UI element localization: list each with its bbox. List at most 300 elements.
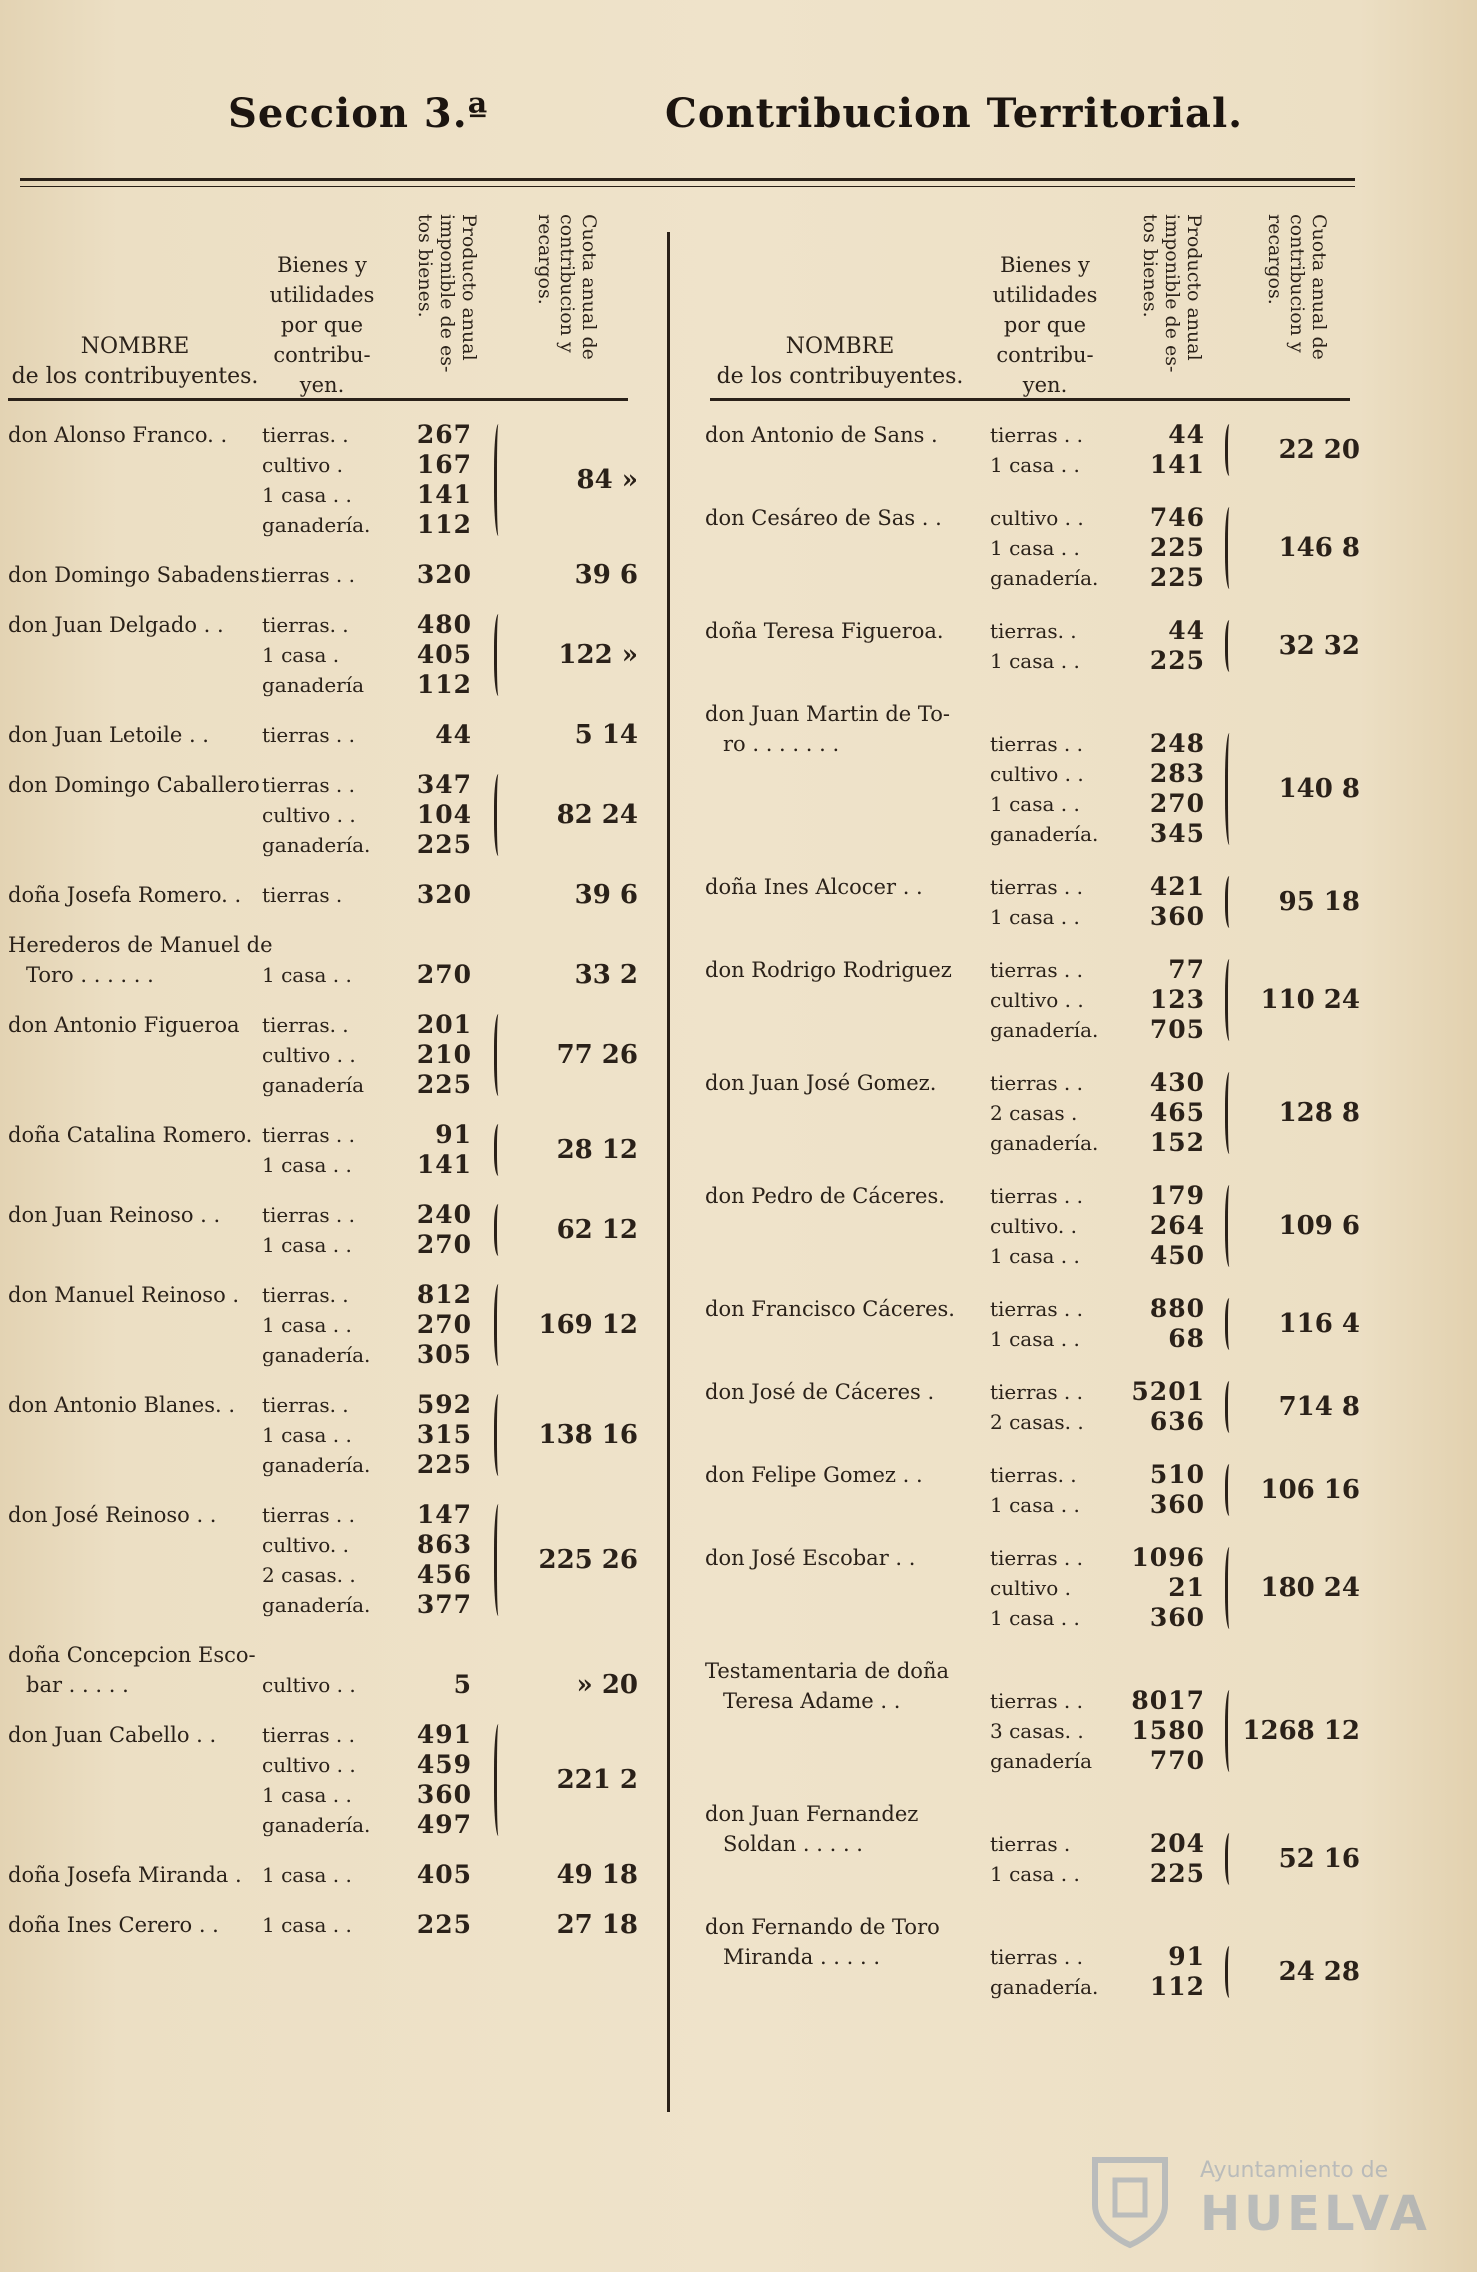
contributor-name-line: doña Concepcion Esco- bbox=[8, 1643, 256, 1667]
contributor-name bbox=[705, 1377, 934, 1407]
property-list bbox=[990, 1942, 1205, 2002]
contributor-name-line: don Rodrigo Rodriguez bbox=[705, 958, 952, 982]
property-value: 68 bbox=[1168, 1324, 1205, 1353]
property-type: 1 casa . . bbox=[262, 1913, 352, 1937]
property-row bbox=[262, 1450, 472, 1480]
annual-quota: 33 2 bbox=[574, 960, 638, 990]
property-row bbox=[262, 1200, 472, 1230]
property-value: 360 bbox=[1149, 902, 1205, 931]
property-row bbox=[262, 1780, 472, 1810]
property-type: ganadería. bbox=[262, 833, 371, 857]
contributor-name-line: doña Teresa Figueroa. bbox=[705, 619, 944, 643]
top-rule-thin bbox=[20, 186, 1355, 187]
brace-mark bbox=[494, 1124, 505, 1176]
property-list bbox=[262, 1860, 472, 1890]
contributor-name-line: don Juan Martin de To- bbox=[705, 702, 951, 726]
property-value: 320 bbox=[416, 560, 472, 589]
property-value: 283 bbox=[1149, 759, 1205, 788]
property-row bbox=[990, 616, 1205, 646]
library-stamp bbox=[1060, 2150, 1431, 2250]
property-list bbox=[262, 560, 472, 590]
property-type: tierras . bbox=[262, 883, 343, 907]
property-row bbox=[262, 1420, 472, 1450]
property-type: ganadería. bbox=[262, 513, 371, 537]
property-type: tierras . . bbox=[262, 1723, 356, 1747]
property-value: 147 bbox=[416, 1500, 472, 1529]
property-row bbox=[990, 1294, 1205, 1324]
annual-quota: 62 12 bbox=[556, 1215, 638, 1245]
property-type: tierras . . bbox=[262, 563, 356, 587]
property-value: 240 bbox=[416, 1200, 472, 1229]
property-row bbox=[990, 1716, 1205, 1746]
property-type: 1 casa . . bbox=[990, 1862, 1080, 1886]
property-list bbox=[990, 1294, 1205, 1354]
property-type: 1 casa . . bbox=[990, 1327, 1080, 1351]
property-type: 1 casa . . bbox=[990, 649, 1080, 673]
property-row bbox=[990, 1686, 1205, 1716]
property-list bbox=[990, 872, 1205, 932]
annual-quota: 95 18 bbox=[1278, 887, 1360, 917]
property-value: 201 bbox=[416, 1010, 472, 1039]
property-row bbox=[990, 1068, 1205, 1098]
contributor-name bbox=[705, 1068, 936, 1098]
property-type: 1 casa . . bbox=[990, 536, 1080, 560]
property-type: cultivo . bbox=[262, 453, 343, 477]
property-value: 746 bbox=[1149, 503, 1205, 532]
contributor-name-line: don José Reinoso . . bbox=[8, 1503, 217, 1527]
property-value: 123 bbox=[1149, 985, 1205, 1014]
header-bienes-line: utilidades bbox=[269, 283, 375, 307]
property-type: 1 casa . . bbox=[262, 1863, 352, 1887]
property-row bbox=[262, 640, 472, 670]
property-row bbox=[262, 770, 472, 800]
property-type: tierras . . bbox=[262, 723, 356, 747]
property-type: 1 casa . . bbox=[990, 1244, 1080, 1268]
header-bienes-line: utilidades bbox=[992, 283, 1098, 307]
header-bienes bbox=[262, 250, 382, 400]
property-row bbox=[990, 1490, 1205, 1520]
property-type: cultivo . . bbox=[262, 1043, 356, 1067]
contributor-name bbox=[705, 1460, 923, 1490]
property-list bbox=[990, 1543, 1205, 1633]
header-name-line1: NOMBRE bbox=[785, 334, 895, 359]
property-value: 91 bbox=[1168, 1942, 1205, 1971]
property-row bbox=[990, 1543, 1205, 1573]
property-value: 497 bbox=[416, 1810, 472, 1839]
contributor-name bbox=[8, 1860, 242, 1890]
property-value: 405 bbox=[416, 1860, 472, 1889]
contributor-name-line: don Francisco Cáceres. bbox=[705, 1297, 955, 1321]
property-row bbox=[990, 1211, 1205, 1241]
property-type: cultivo . bbox=[990, 1576, 1071, 1600]
property-row bbox=[990, 902, 1205, 932]
property-type: cultivo . . bbox=[990, 506, 1084, 530]
property-value: 360 bbox=[416, 1780, 472, 1809]
property-value: 264 bbox=[1149, 1211, 1205, 1240]
property-row bbox=[990, 1829, 1205, 1859]
property-row bbox=[990, 759, 1205, 789]
property-type: 1 casa . . bbox=[262, 963, 352, 987]
property-row bbox=[262, 1070, 472, 1100]
property-row bbox=[262, 1150, 472, 1180]
property-type: 1 casa . . bbox=[990, 792, 1080, 816]
property-type: tierras. . bbox=[262, 613, 349, 637]
stamp-line2: HUELVA bbox=[1200, 2186, 1431, 2242]
property-value: 21 bbox=[1168, 1573, 1205, 1602]
property-row bbox=[990, 1015, 1205, 1045]
property-row bbox=[262, 1670, 472, 1700]
annual-quota: 110 24 bbox=[1260, 985, 1360, 1015]
contributor-name bbox=[8, 1280, 239, 1310]
property-type: 1 casa . . bbox=[990, 1493, 1080, 1517]
property-value: 705 bbox=[1149, 1015, 1205, 1044]
contributor-name bbox=[705, 1294, 955, 1324]
contributor-name-line: don Juan Fernandez bbox=[705, 1802, 919, 1826]
contributor-name-line: doña Josefa Romero. . bbox=[8, 883, 242, 907]
annual-quota: 49 18 bbox=[556, 1860, 638, 1890]
property-list bbox=[262, 960, 472, 990]
property-type: tierras . . bbox=[990, 1297, 1084, 1321]
property-list bbox=[262, 1120, 472, 1180]
annual-quota: 28 12 bbox=[556, 1135, 638, 1165]
property-value: 1096 bbox=[1131, 1543, 1205, 1572]
contributor-name bbox=[705, 420, 938, 450]
property-row bbox=[262, 1010, 472, 1040]
property-row bbox=[990, 1460, 1205, 1490]
property-type: cultivo . . bbox=[262, 1673, 356, 1697]
column-separator bbox=[667, 232, 670, 2112]
contributor-name bbox=[8, 770, 260, 800]
property-type: ganadería bbox=[262, 1073, 365, 1097]
contributor-name-line: don Juan Reinoso . . bbox=[8, 1203, 221, 1227]
annual-quota: 32 32 bbox=[1278, 631, 1360, 661]
property-value: 1580 bbox=[1131, 1716, 1205, 1745]
brace-mark bbox=[494, 424, 505, 536]
annual-quota: 221 2 bbox=[556, 1765, 638, 1795]
property-row bbox=[990, 819, 1205, 849]
property-value: 320 bbox=[416, 880, 472, 909]
property-type: tierras. . bbox=[262, 423, 349, 447]
contributor-name bbox=[705, 1181, 945, 1211]
property-type: ganadería. bbox=[990, 1018, 1099, 1042]
property-row bbox=[262, 510, 472, 540]
stamp-line1: Ayuntamiento de bbox=[1200, 2158, 1389, 2183]
property-type: 1 casa . . bbox=[262, 1153, 352, 1177]
property-value: 77 bbox=[1168, 955, 1205, 984]
contributor-name-line: Soldan . . . . . bbox=[723, 1832, 863, 1856]
property-row bbox=[262, 1590, 472, 1620]
property-type: tierras . . bbox=[990, 1380, 1084, 1404]
property-type: 1 casa . . bbox=[262, 483, 352, 507]
property-type: ganadería. bbox=[262, 1343, 371, 1367]
property-type: tierras . . bbox=[262, 1203, 356, 1227]
property-value: 8017 bbox=[1131, 1686, 1205, 1715]
header-producto: Producto anual imponible de es-tos bienes. bbox=[1139, 214, 1205, 373]
contributor-name-line: don Manuel Reinoso . bbox=[8, 1283, 240, 1307]
property-list bbox=[262, 880, 472, 910]
property-value: 770 bbox=[1149, 1746, 1205, 1775]
property-value: 204 bbox=[1149, 1829, 1205, 1858]
contributor-name-line: don Juan Cabello . . bbox=[8, 1723, 217, 1747]
property-type: ganadería. bbox=[262, 1813, 371, 1837]
property-value: 225 bbox=[1149, 563, 1205, 592]
property-row bbox=[990, 1746, 1205, 1776]
property-row bbox=[990, 1377, 1205, 1407]
annual-quota: 122 » bbox=[558, 640, 638, 670]
property-type: tierras . bbox=[990, 1832, 1071, 1856]
property-value: 248 bbox=[1149, 729, 1205, 758]
brace-mark bbox=[494, 1394, 505, 1476]
page-title: Contribucion Territorial. bbox=[665, 90, 1244, 137]
annual-quota: 106 16 bbox=[1260, 1475, 1360, 1505]
property-row bbox=[990, 1324, 1205, 1354]
contributor-name-line: doña Catalina Romero. bbox=[8, 1123, 253, 1147]
contributor-name-line: Herederos de Manuel de bbox=[8, 933, 273, 957]
annual-quota: 128 8 bbox=[1278, 1098, 1360, 1128]
contributor-name bbox=[8, 560, 266, 590]
property-row bbox=[262, 1390, 472, 1420]
annual-quota: 1268 12 bbox=[1242, 1716, 1360, 1746]
property-type: 1 casa . . bbox=[990, 453, 1080, 477]
property-type: tierras . . bbox=[990, 423, 1084, 447]
contributor-name-line: don Fernando de Toro bbox=[705, 1915, 940, 1939]
brace-mark bbox=[494, 1204, 505, 1256]
property-row bbox=[990, 646, 1205, 676]
property-row bbox=[990, 450, 1205, 480]
contributor-name-line: don Antonio de Sans . bbox=[705, 423, 938, 447]
property-row bbox=[262, 1860, 472, 1890]
contributor-name-line: don José Escobar . . bbox=[705, 1546, 916, 1570]
property-type: cultivo . . bbox=[990, 988, 1084, 1012]
property-value: 44 bbox=[1168, 616, 1205, 645]
property-type: tierras . . bbox=[990, 1689, 1084, 1713]
header-producto: Producto anual imponible de es-tos bienes. bbox=[414, 214, 480, 373]
property-list bbox=[262, 1280, 472, 1370]
annual-quota: 39 6 bbox=[574, 560, 638, 590]
property-value: 430 bbox=[1149, 1068, 1205, 1097]
property-list bbox=[262, 1720, 472, 1840]
property-row bbox=[262, 1120, 472, 1150]
annual-quota: 27 18 bbox=[556, 1910, 638, 1940]
property-row bbox=[262, 1040, 472, 1070]
property-value: 167 bbox=[416, 450, 472, 479]
property-value: 270 bbox=[416, 1310, 472, 1339]
property-row bbox=[990, 1128, 1205, 1158]
contributor-name-line: don Antonio Figueroa bbox=[8, 1013, 240, 1037]
header-name-line2: de los contribuyentes. bbox=[716, 364, 964, 389]
property-type: ganadería. bbox=[262, 1593, 371, 1617]
property-value: 405 bbox=[416, 640, 472, 669]
property-value: 270 bbox=[416, 1230, 472, 1259]
property-row bbox=[262, 800, 472, 830]
property-row bbox=[262, 720, 472, 750]
annual-quota: 22 20 bbox=[1278, 435, 1360, 465]
contributor-name bbox=[705, 1656, 949, 1716]
property-row bbox=[262, 1310, 472, 1340]
property-type: 1 casa . . bbox=[262, 1233, 352, 1257]
property-row bbox=[990, 1972, 1205, 2002]
property-value: 347 bbox=[416, 770, 472, 799]
property-type: tierras . . bbox=[262, 773, 356, 797]
property-list bbox=[262, 1200, 472, 1260]
property-value: 465 bbox=[1149, 1098, 1205, 1127]
property-type: tierras. . bbox=[262, 1393, 349, 1417]
property-row bbox=[262, 1810, 472, 1840]
property-row bbox=[990, 503, 1205, 533]
property-row bbox=[990, 729, 1205, 759]
property-type: ganadería bbox=[262, 673, 365, 697]
property-type: tierras . . bbox=[990, 1071, 1084, 1095]
property-list bbox=[990, 1686, 1205, 1776]
property-type: 2 casas. . bbox=[990, 1410, 1084, 1434]
property-type: 2 casas . bbox=[990, 1101, 1078, 1125]
property-row bbox=[262, 1910, 472, 1940]
property-value: 225 bbox=[1149, 646, 1205, 675]
left-table-header bbox=[0, 190, 650, 400]
property-value: 141 bbox=[416, 480, 472, 509]
annual-quota: 140 8 bbox=[1278, 774, 1360, 804]
property-list bbox=[990, 955, 1205, 1045]
property-type: tierras . . bbox=[262, 1123, 356, 1147]
property-list bbox=[262, 720, 472, 750]
header-bienes-line: yen. bbox=[1022, 373, 1068, 397]
contributor-name-line: Miranda . . . . . bbox=[723, 1945, 881, 1969]
contributor-name bbox=[8, 930, 273, 990]
property-list bbox=[990, 616, 1205, 676]
property-value: 225 bbox=[416, 1910, 472, 1939]
property-row bbox=[262, 480, 472, 510]
property-value: 112 bbox=[416, 670, 472, 699]
header-bienes-line: por que bbox=[280, 313, 364, 337]
contributor-name bbox=[8, 1010, 240, 1040]
property-value: 225 bbox=[416, 1070, 472, 1099]
contributor-name-line: Teresa Adame . . bbox=[723, 1689, 901, 1713]
contributor-name-line: bar . . . . . bbox=[26, 1673, 129, 1697]
contributor-name bbox=[8, 1720, 216, 1750]
contributor-name bbox=[8, 1120, 252, 1150]
contributor-name-line: ro . . . . . . . bbox=[723, 732, 840, 756]
header-rule-right bbox=[710, 398, 1350, 401]
property-value: 360 bbox=[1149, 1603, 1205, 1632]
property-value: 315 bbox=[416, 1420, 472, 1449]
property-row bbox=[262, 830, 472, 860]
property-value: 305 bbox=[416, 1340, 472, 1369]
header-bienes-line: Bienes y bbox=[1000, 253, 1090, 277]
property-value: 863 bbox=[416, 1530, 472, 1559]
property-list bbox=[262, 770, 472, 860]
property-value: 179 bbox=[1149, 1181, 1205, 1210]
contributor-name bbox=[705, 955, 952, 985]
property-row bbox=[262, 1280, 472, 1310]
brace-mark bbox=[494, 1284, 505, 1366]
property-value: 491 bbox=[416, 1720, 472, 1749]
property-value: 421 bbox=[1149, 872, 1205, 901]
property-type: ganadería. bbox=[990, 1131, 1099, 1155]
property-value: 270 bbox=[1149, 789, 1205, 818]
contributor-name-line: doña Ines Cerero . . bbox=[8, 1913, 219, 1937]
property-value: 267 bbox=[416, 420, 472, 449]
property-row bbox=[262, 1560, 472, 1590]
header-bienes-line: Bienes y bbox=[277, 253, 367, 277]
property-value: 450 bbox=[1149, 1241, 1205, 1270]
property-row bbox=[990, 955, 1205, 985]
header-name bbox=[10, 332, 260, 392]
contributor-name bbox=[705, 1799, 918, 1859]
contributor-name bbox=[8, 1390, 235, 1420]
left-table bbox=[0, 190, 650, 400]
contributor-name-line: doña Ines Alcocer . . bbox=[705, 875, 923, 899]
property-type: 1 casa . . bbox=[262, 1783, 352, 1807]
header-name-line2: de los contribuyentes. bbox=[11, 364, 259, 389]
property-value: 345 bbox=[1149, 819, 1205, 848]
property-value: 510 bbox=[1149, 1460, 1205, 1489]
property-type: ganadería. bbox=[990, 822, 1099, 846]
contributor-name bbox=[8, 1500, 216, 1530]
property-value: 270 bbox=[416, 960, 472, 989]
annual-quota: 169 12 bbox=[538, 1310, 638, 1340]
property-type: 1 casa . . bbox=[262, 1423, 352, 1447]
property-value: 210 bbox=[416, 1040, 472, 1069]
property-row bbox=[990, 1859, 1205, 1889]
contributor-name-line: don Felipe Gomez . . bbox=[705, 1463, 923, 1487]
right-table bbox=[705, 190, 1365, 400]
contributor-name-line: don Domingo Caballero bbox=[8, 773, 260, 797]
property-row bbox=[990, 1241, 1205, 1271]
property-value: 104 bbox=[416, 800, 472, 829]
property-row bbox=[262, 1720, 472, 1750]
contributor-name bbox=[705, 616, 944, 646]
property-type: ganadería bbox=[990, 1749, 1093, 1773]
contributor-name-line: don Alonso Franco. . bbox=[8, 423, 228, 447]
property-value: 44 bbox=[435, 720, 472, 749]
property-list bbox=[990, 1829, 1205, 1889]
property-row bbox=[262, 1340, 472, 1370]
contributor-name bbox=[705, 1912, 940, 1972]
header-cuota: Cuota anual de contribucion y recargos. bbox=[1264, 214, 1330, 360]
property-row bbox=[262, 450, 472, 480]
property-row bbox=[990, 872, 1205, 902]
property-type: tierras. . bbox=[990, 619, 1077, 643]
property-list bbox=[990, 503, 1205, 593]
annual-quota: 5 14 bbox=[574, 720, 638, 750]
header-bienes-line: contribu- bbox=[996, 343, 1094, 367]
property-type: tierras . . bbox=[990, 875, 1084, 899]
property-value: 480 bbox=[416, 610, 472, 639]
property-list bbox=[990, 1460, 1205, 1520]
annual-quota: 116 4 bbox=[1278, 1309, 1360, 1339]
contributor-name bbox=[8, 420, 227, 450]
property-type: cultivo . . bbox=[262, 1753, 356, 1777]
annual-quota: 52 16 bbox=[1278, 1844, 1360, 1874]
property-list bbox=[262, 1910, 472, 1940]
contributor-name bbox=[705, 699, 950, 759]
property-list bbox=[262, 420, 472, 540]
property-type: cultivo . . bbox=[990, 762, 1084, 786]
contributor-name bbox=[8, 1640, 256, 1700]
property-type: 2 casas. . bbox=[262, 1563, 356, 1587]
property-type: 1 casa . . bbox=[990, 1606, 1080, 1630]
property-type: 1 casa . . bbox=[990, 905, 1080, 929]
contributor-name-line: don Juan Letoile . . bbox=[8, 723, 209, 747]
annual-quota: 84 » bbox=[576, 465, 638, 495]
contributor-name-line: don Antonio Blanes. . bbox=[8, 1393, 236, 1417]
property-type: 3 casas. . bbox=[990, 1719, 1084, 1743]
property-type: ganadería. bbox=[990, 1975, 1099, 1999]
property-row bbox=[262, 610, 472, 640]
property-list bbox=[990, 1181, 1205, 1271]
property-type: cultivo. . bbox=[990, 1214, 1077, 1238]
header-name-line1: NOMBRE bbox=[80, 334, 190, 359]
